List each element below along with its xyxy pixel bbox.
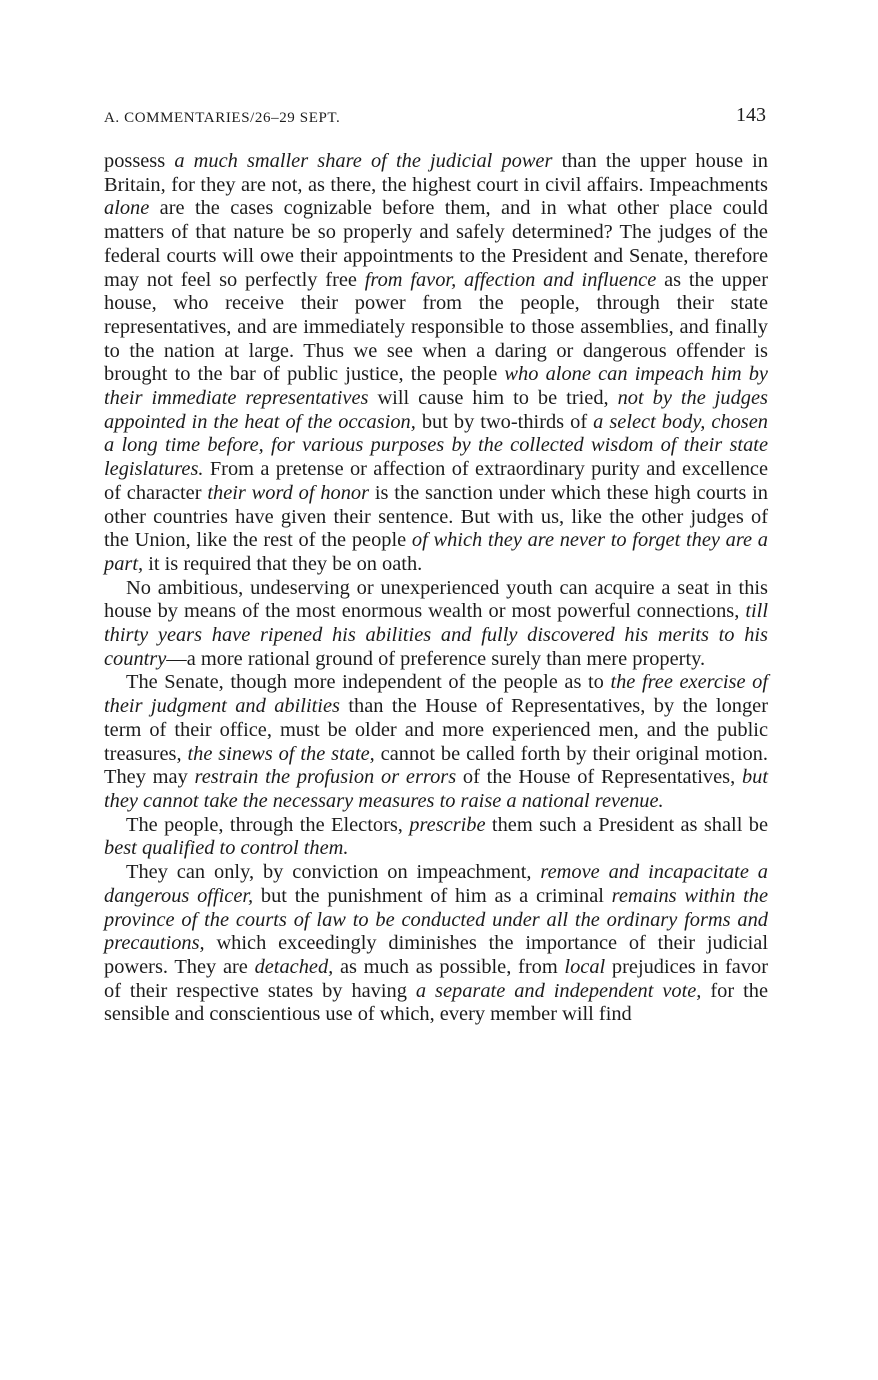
- text-run: as much as possible, from: [333, 955, 565, 978]
- text-run: it is required that they be on oath.: [143, 552, 423, 575]
- text-run: No ambitious, undeserving or unexperienced youth can acquire a seat in this house by means of the most enormous wealth or most powerful connections,: [104, 576, 768, 623]
- text-run: is the sanction under which these high courts in other countries have given their sentence. But with us, like the other judges of the Union, like the rest of the people: [104, 481, 768, 552]
- text-run: The people, through the Electors,: [126, 813, 410, 836]
- page-header: [104, 104, 766, 134]
- italic-run: but they cannot take the necessary measures to raise a national revenue.: [104, 766, 768, 812]
- text-run: They can only, by conviction on impeachment,: [126, 861, 541, 884]
- italic-run: from favor, affection and influence: [364, 268, 657, 291]
- italic-run: remove and incapacitate a dangerous officer,: [104, 861, 768, 907]
- running-head: A. COMMENTARIES/26–29 SEPT.: [104, 110, 341, 126]
- paragraph-1: [104, 150, 768, 577]
- italic-run: prescribe: [409, 813, 486, 836]
- page-number: 143: [736, 104, 766, 126]
- text-run: prejudices in favor of their respective states by having: [104, 955, 769, 1002]
- text-run: than the upper house in Britain, for they are not, as there, the highest court in civil affairs. Impeachments: [104, 150, 768, 196]
- paragraph-3: [104, 671, 768, 813]
- paragraph-4: [104, 814, 768, 861]
- italic-run: the sinews of the state,: [187, 742, 375, 765]
- italic-run: a separate and independent vote,: [415, 979, 702, 1002]
- text-run: but the punishment of him as a criminal: [253, 884, 612, 907]
- text-run: than the House of Representatives, by the longer term of their office, must be older and more experienced men, and the public treasures,: [104, 695, 768, 765]
- italic-run: remains within the province of the courts of law to be conducted under all the ordinary forms and precautions,: [104, 884, 769, 955]
- text-run: for the sensible and conscientious use of which, every member will find: [104, 979, 768, 1026]
- italic-run: not by the judges appointed in the heat of the occasion,: [104, 387, 768, 433]
- text-run: From a pretense or affection of extraordinary purity and excellence of character: [104, 458, 768, 504]
- text-run: cannot be called forth by their original motion. They may: [104, 742, 768, 789]
- text-run: which exceedingly diminishes the importance of their judicial powers. They are: [104, 932, 768, 978]
- italic-run: a much smaller share of the judicial power: [174, 150, 553, 172]
- text-run: of the House of Representatives,: [456, 766, 742, 789]
- italic-run: local: [564, 955, 606, 978]
- text-run: possess: [104, 150, 175, 172]
- italic-run: till thirty years have ripened his abilities and fully discovered his merits to his country: [104, 600, 768, 670]
- italic-run: the free exercise of their judgment and abilities: [104, 671, 768, 718]
- italic-run: restrain the profusion or errors: [194, 766, 457, 789]
- paragraph-5: [104, 861, 768, 1027]
- italic-run: their word of honor: [207, 481, 370, 504]
- italic-run: who alone can impeach him by their immediate representatives: [104, 363, 768, 410]
- text-run: them such a President as shall be: [485, 813, 768, 836]
- text-run: —a more rational ground of preference surely than mere property.: [166, 647, 706, 670]
- paragraph-2: [104, 577, 768, 672]
- text-run: as the upper house, who receive their power from the people, through their state representatives, and are immediately responsible to those assemblies, and finally to the nation at large. Thus we see when a daring or dangerous offender is brought to the bar of public justice, the people: [104, 268, 768, 386]
- body-text: [104, 150, 768, 1027]
- italic-run: of which they are never to forget they are a part,: [104, 529, 768, 575]
- text-run: The Senate, though more independent of the people as to: [126, 671, 611, 694]
- text-run: will cause him to be tried,: [368, 387, 618, 410]
- italic-run: best qualified to control them.: [104, 837, 349, 860]
- italic-run: detached,: [254, 955, 334, 978]
- text-run: are the cases cognizable before them, and in what other place could matters of that nature be so properly and safely determined? The judges of the federal courts will owe their appointments to the President and Senate, therefore may not feel so perfectly free: [104, 197, 768, 291]
- text-run: but by two-thirds of: [415, 410, 594, 433]
- italic-run: alone: [104, 197, 150, 220]
- italic-run: a select body, chosen a long time before, for various purposes by the collected wisdom of their state legislatures.: [104, 410, 768, 481]
